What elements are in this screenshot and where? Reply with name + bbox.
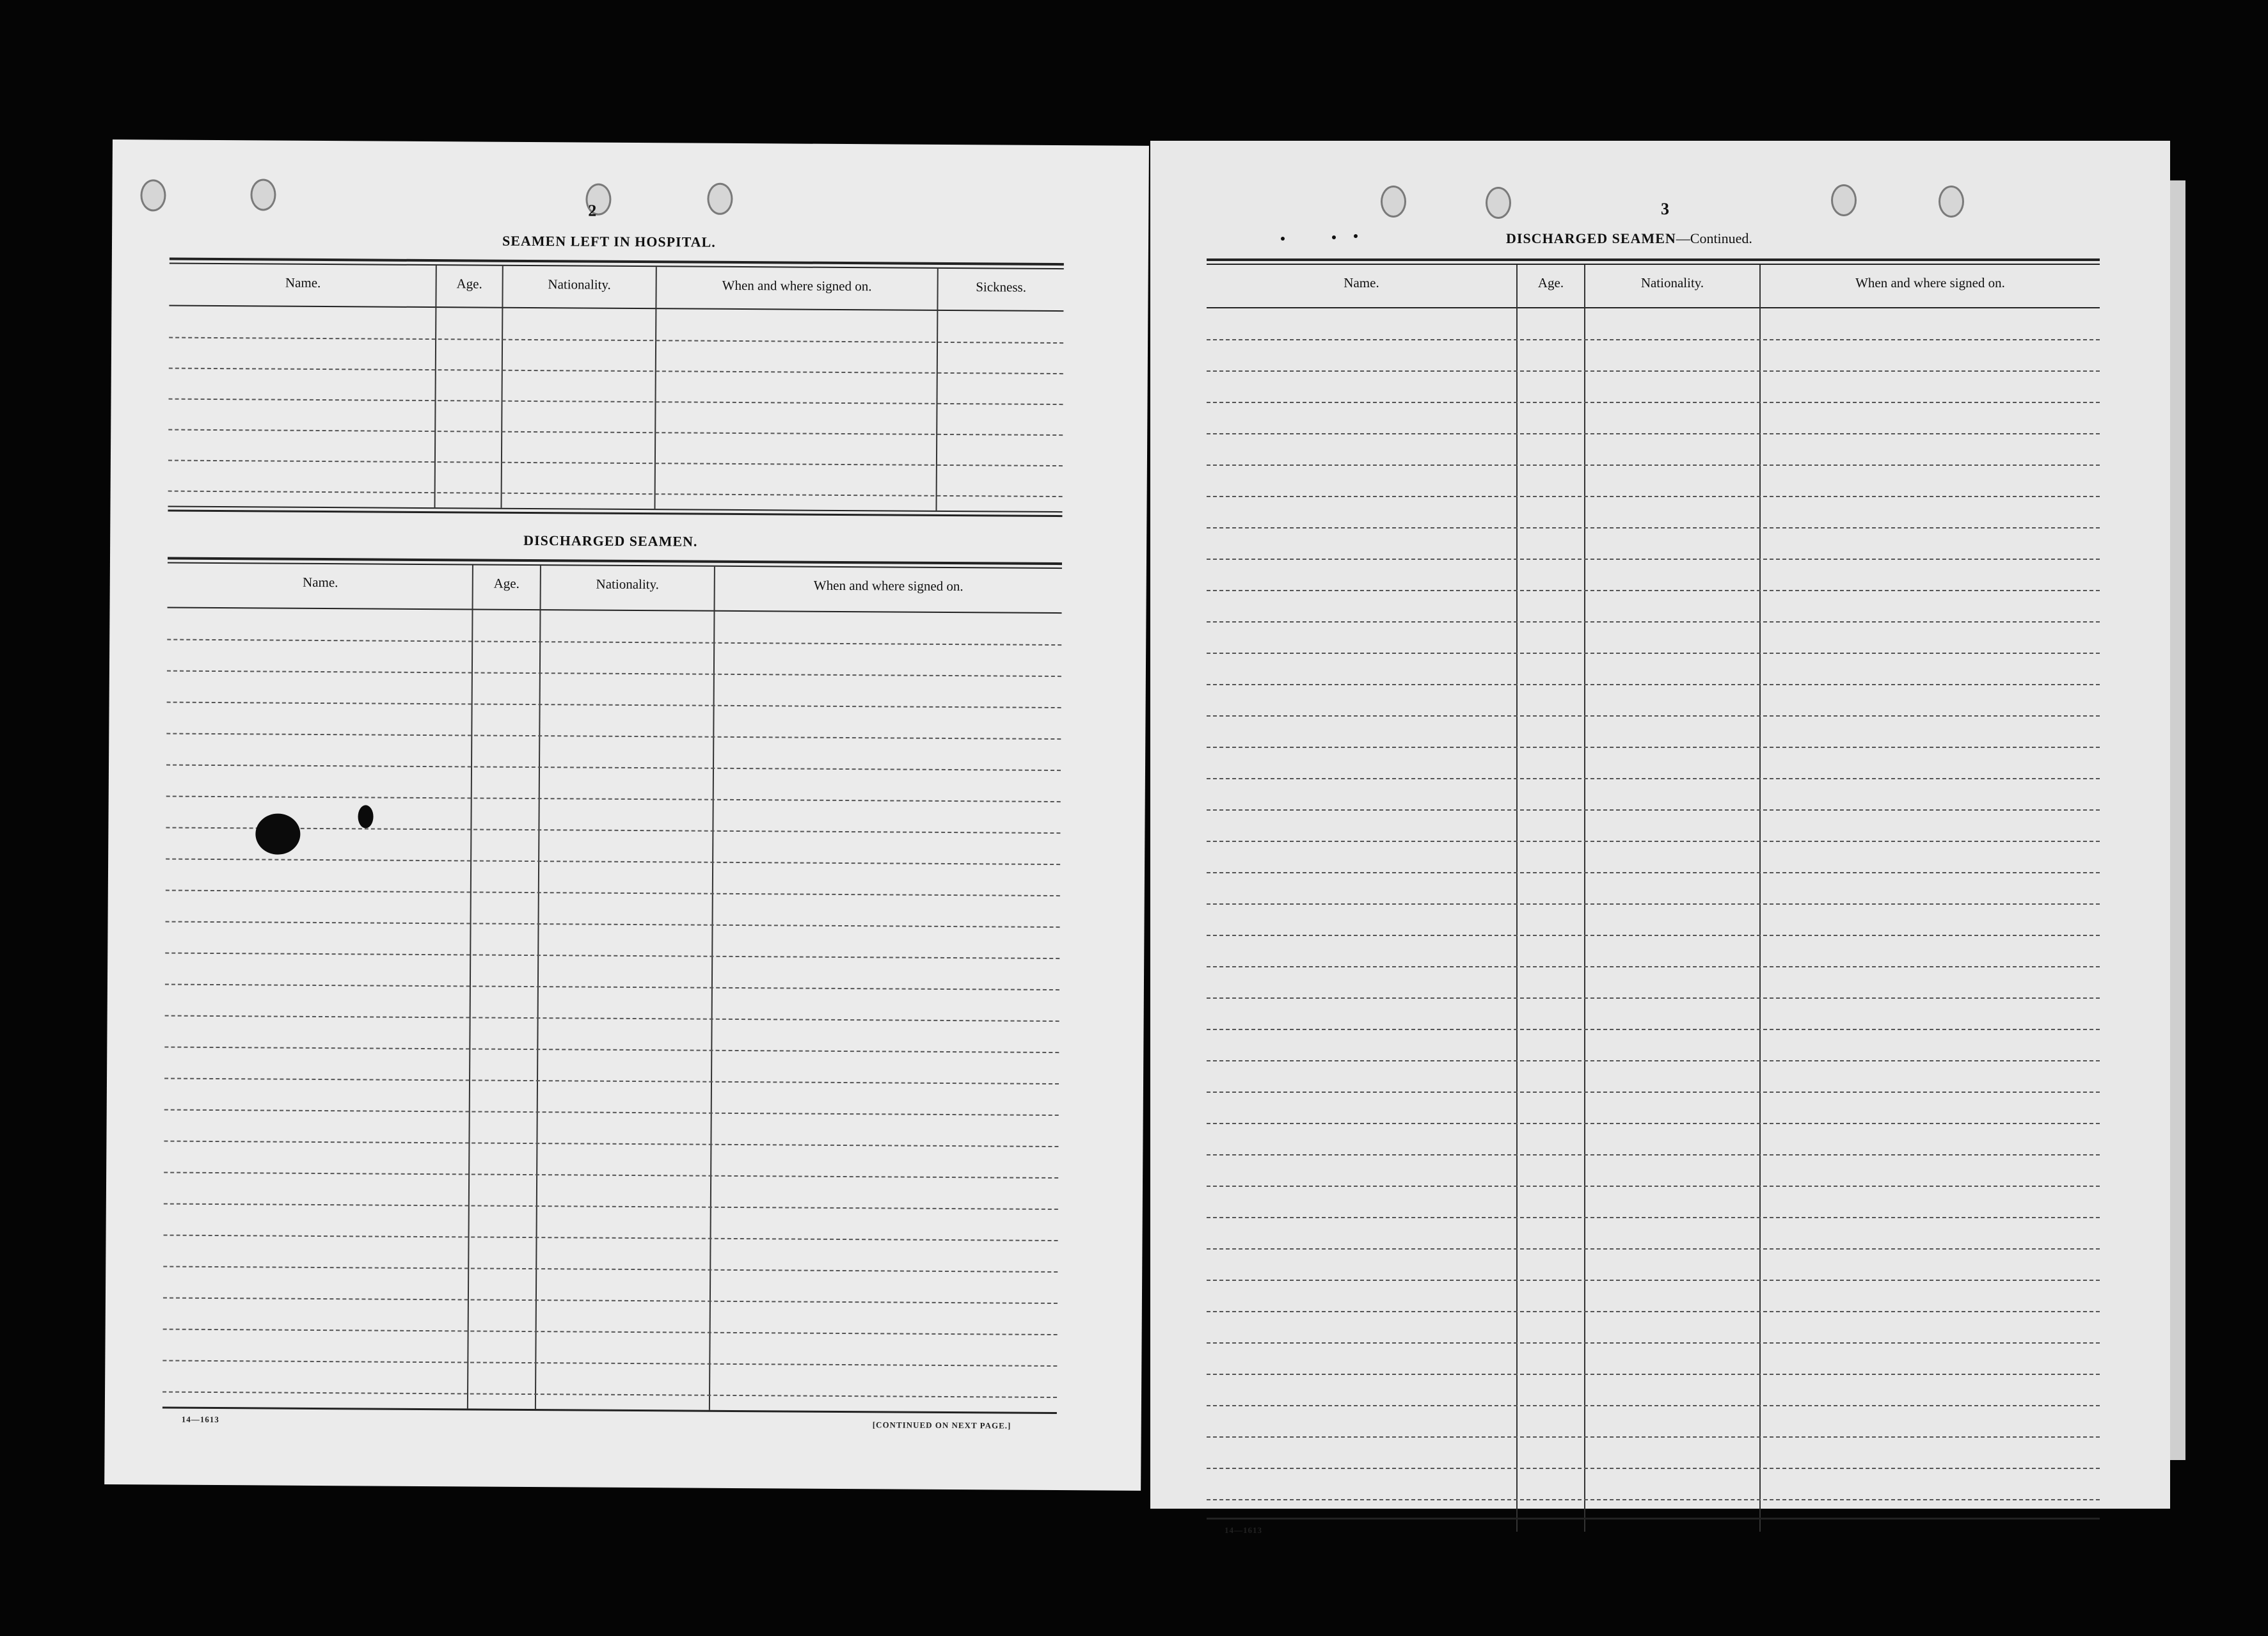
table-row (1207, 1436, 2100, 1438)
table-row (163, 1329, 1058, 1336)
table-row (164, 1047, 1059, 1054)
table-top-rule (1207, 258, 2100, 261)
table-row (1207, 370, 2100, 372)
table-row (169, 337, 1063, 344)
col-header-name: Name. (303, 574, 338, 591)
table-row (1207, 715, 2100, 717)
table-row (1207, 809, 2100, 811)
table-row (168, 491, 1063, 498)
table-row (1207, 778, 2100, 779)
table-row (166, 796, 1061, 803)
table-row (1207, 1060, 2100, 1061)
table-row (165, 984, 1059, 991)
punch-hole (250, 179, 276, 210)
table-row (166, 890, 1060, 897)
col-header-name: Name. (1344, 275, 1379, 290)
table-row (1207, 465, 2100, 466)
col-header-nationality: Nationality. (1640, 275, 1704, 290)
table-row (1207, 1374, 2100, 1375)
punch-hole (707, 183, 733, 215)
header-rule (1207, 307, 2100, 308)
page-number: 2 (588, 201, 597, 220)
table-row (167, 639, 1061, 646)
table-row (1207, 841, 2100, 842)
table-row (1207, 1123, 2100, 1124)
table-row (1207, 1342, 2100, 1344)
table-bottom-rule (1207, 1518, 2100, 1520)
table-row (1207, 590, 2100, 591)
table-row (164, 1141, 1058, 1148)
speck (1281, 237, 1285, 241)
col-header-signed-on: When and where signed on. (813, 577, 964, 594)
table-row (1207, 966, 2100, 967)
table-row (1207, 1280, 2100, 1281)
table-row (168, 460, 1063, 467)
table-row (1207, 527, 2100, 528)
punch-hole (1381, 186, 1406, 218)
table-row (164, 1235, 1058, 1242)
table-row (1207, 433, 2100, 434)
header-rule (168, 607, 1062, 614)
col-header-age: Age. (1537, 275, 1564, 290)
column-divider (434, 266, 436, 507)
col-header-nationality: Nationality. (596, 576, 660, 592)
continued-note: [CONTINUED ON NEXT PAGE.] (872, 1420, 1011, 1431)
table-row (1207, 997, 2100, 999)
table-row (163, 1266, 1058, 1273)
table-row (1207, 684, 2100, 685)
table-row (166, 765, 1061, 772)
table-row (167, 702, 1061, 709)
punch-hole (140, 179, 166, 211)
punch-hole (1939, 186, 1964, 218)
col-header-name: Name. (285, 274, 321, 290)
column-divider (500, 266, 503, 508)
table-row (169, 368, 1063, 375)
table-row (1207, 872, 2100, 873)
table-row (1207, 1499, 2100, 1500)
table-row (1207, 903, 2100, 905)
form-number: 14—1613 (1225, 1525, 1262, 1535)
column-divider (935, 269, 938, 511)
column-divider (1516, 265, 1518, 1532)
col-header-age: Age. (456, 276, 482, 292)
table-row (1207, 1468, 2100, 1469)
table-bottom-rule (163, 1407, 1057, 1415)
table-row (164, 1172, 1058, 1179)
title-main: DISCHARGED SEAMEN (1506, 230, 1676, 246)
header-rule (169, 305, 1063, 312)
table-row (1207, 1092, 2100, 1093)
title-continued: —Continued. (1676, 230, 1752, 246)
table-row (1207, 1217, 2100, 1218)
page-number: 3 (1661, 200, 1669, 218)
table-row (164, 1078, 1059, 1085)
table-row (1207, 621, 2100, 623)
table-row (1207, 653, 2100, 654)
table-row (1207, 559, 2100, 560)
col-header-signed-on: When and where signed on. (722, 277, 872, 294)
table-row (165, 1015, 1059, 1022)
column-divider (1759, 265, 1761, 1532)
table-row (1207, 1186, 2100, 1187)
table-row (164, 1203, 1058, 1211)
speck (1354, 234, 1358, 238)
form-number: 14—1613 (181, 1414, 219, 1425)
table-row (166, 859, 1060, 866)
table-row (163, 1392, 1057, 1399)
table-row (168, 429, 1063, 436)
column-divider (654, 267, 656, 509)
table-row (1207, 1154, 2100, 1156)
ink-blot (358, 805, 373, 828)
col-header-age: Age. (493, 575, 519, 591)
table-row (1207, 339, 2100, 340)
table-row (1207, 1311, 2100, 1312)
table-row (164, 1109, 1059, 1116)
speck (1332, 235, 1336, 239)
discharged-section-title: DISCHARGED SEAMEN. (523, 532, 698, 550)
table-row (1207, 402, 2100, 403)
table-row (163, 1298, 1058, 1305)
table-row (1207, 1405, 2100, 1406)
punch-hole (1486, 187, 1511, 219)
col-header-sickness: Sickness. (976, 279, 1027, 295)
right-page (1150, 141, 2170, 1535)
column-divider (1584, 265, 1585, 1532)
table-top-rule (1207, 264, 2100, 265)
table-row (163, 1360, 1057, 1367)
table-row (166, 733, 1061, 740)
col-header-signed-on: When and where signed on. (1855, 275, 2005, 290)
table-row (1207, 747, 2100, 748)
col-header-nationality: Nationality. (548, 276, 611, 292)
table-row (1207, 1029, 2100, 1030)
ink-blot (255, 813, 300, 854)
table-row (165, 953, 1059, 960)
table-row (1207, 1248, 2100, 1250)
left-page (104, 139, 1149, 1491)
punch-hole (1831, 184, 1857, 216)
hospital-section-title: SEAMEN LEFT IN HOSPITAL. (502, 232, 716, 250)
table-row (1207, 496, 2100, 497)
discharged-continued-title (1506, 230, 1752, 247)
table-row (167, 671, 1061, 678)
table-row (166, 921, 1060, 928)
table-row (169, 399, 1063, 406)
table-row (1207, 935, 2100, 936)
